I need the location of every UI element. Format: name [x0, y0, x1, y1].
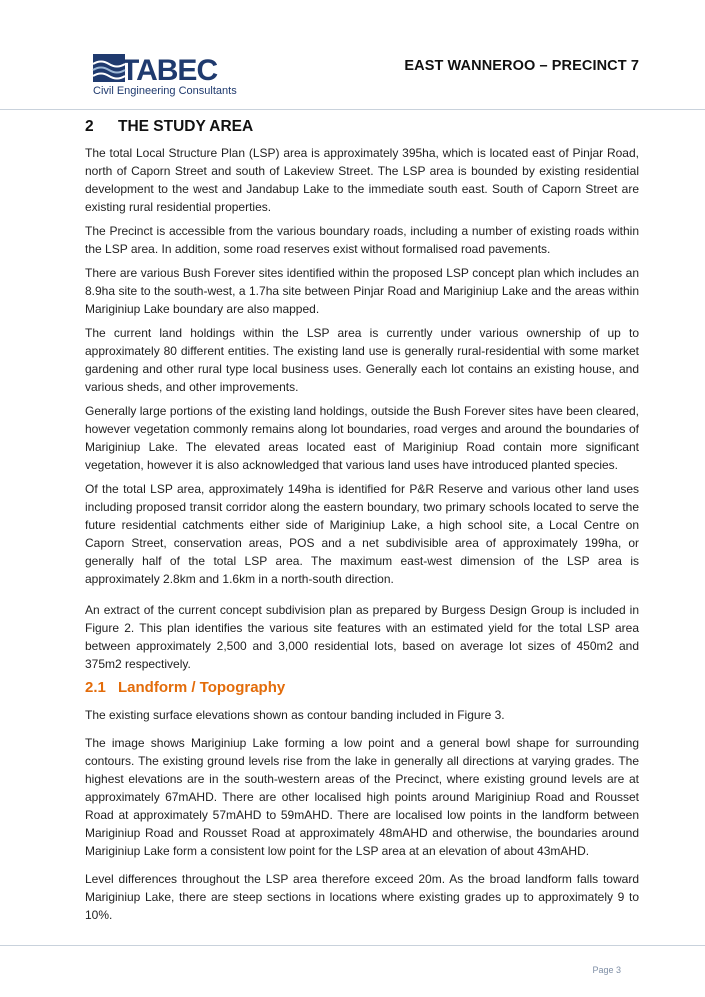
paragraph: The current land holdings within the LSP area is currently under various ownership of up to approximately 80 different entities. The existing land use is generally rural-residential with some market gardening and other rural type local business uses. Generally each lot contains an existing house, and various sheds, and other improvements. — [85, 326, 639, 394]
section-number: 2 — [85, 118, 94, 135]
paragraph: Generally large portions of the existing land holdings, outside the Bush Forever sites have been cleared, however vegetation commonly remains along lot boundaries, road verges and around the boundaries of Mariginiup Lake. The elevated areas located east of Mariginiup Road contain more significant vegetation, however it is also acknowledged that various land uses have introduced planted species. — [85, 404, 639, 472]
paragraph: The image shows Mariginiup Lake forming a low point and a general bowl shape for surrounding contours. The existing ground levels rise from the lake in generally all directions at varying grades. The highest elevations are in the south-western areas of the Precinct, where existing ground levels are at approximately 67mAHD. There are other localised high points around Mariginiup Road and Rousset Road at approximately 57mAHD to 59mAHD. There are localised low points in the landform between Mariginiup Road and Rousset Road at approximately 48mAHD and otherwise, the boundaries around Mariginiup Lake form a consistent low point for the LSP area at an elevation of about 43mAHD. — [85, 736, 639, 858]
page-number: Page 3 — [592, 965, 621, 975]
paragraph: The existing surface elevations shown as contour banding included in Figure 3. — [85, 708, 505, 722]
paragraph: An extract of the current concept subdivision plan as prepared by Burgess Design Group is included in Figure 2. This plan identifies the various site features with an estimated yield for the total LSP area between approximately 2,500 and 3,000 residential lots, based on average lot sizes of 450m2 and 375m2 respectively. — [85, 603, 639, 671]
footer-divider — [0, 945, 705, 946]
page-content — [85, 118, 639, 930]
section-title: THE STUDY AREA — [118, 118, 254, 135]
subsection-title: Landform / Topography — [118, 679, 286, 696]
page-header — [0, 0, 705, 110]
subsection-number: 2.1 — [85, 679, 106, 696]
header-divider — [0, 109, 705, 110]
paragraph: There are various Bush Forever sites identified within the proposed LSP concept plan which includes an 8.9ha site to the south-west, a 1.7ha site between Pinjar Road and Mariginiup Lake and the areas within Mariginiup Lake boundary are also mapped. — [85, 266, 639, 316]
paragraph: Of the total LSP area, approximately 149ha is identified for P&R Reserve and various other land uses including proposed transit corridor along the eastern boundary, two primary schools located to serve the future residential catchments either side of Mariginiup Lake, a high school site, a Local Centre on Caporn Street, conservation areas, POS and a net subdivisible area of approximately 199ha, or generally half of the total LSP area. The maximum east-west dimension of the LSP area is approximately 2.8km and 1.6km in a north-south direction. — [85, 482, 639, 586]
paragraph: Level differences throughout the LSP area therefore exceed 20m. As the broad landform falls toward Mariginiup Lake, there are steep sections in locations where existing grades up to approximately 9 to 10%. — [85, 872, 639, 922]
logo-subtitle: Civil Engineering Consultants — [93, 85, 237, 97]
logo-wordmark: TABEC — [121, 54, 218, 87]
paragraph: The Precinct is accessible from the various boundary roads, including a number of existing roads within the LSP area. In addition, some road reserves exist without formalised road pavements. — [85, 224, 639, 256]
document-title: EAST WANNEROO – PRECINCT 7 — [404, 58, 639, 74]
section-heading — [85, 118, 639, 136]
tabec-logo — [91, 50, 253, 98]
paragraph: The total Local Structure Plan (LSP) area is approximately 395ha, which is located east of Pinjar Road, north of Caporn Street and south of Lakeview Street. The LSP area is bounded by existing residential development to the west and Jandabup Lake to the immediate south east. South of Caporn Street are existing rural residential properties. — [85, 146, 639, 214]
subsection-heading — [85, 679, 639, 696]
